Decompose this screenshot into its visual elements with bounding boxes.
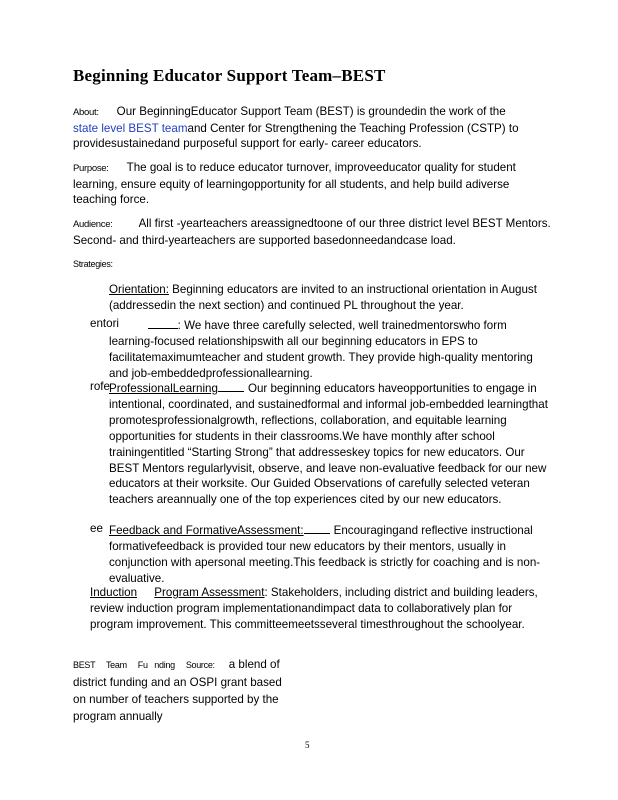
strategy-professional-learning <box>109 379 549 508</box>
mentoring-text: : We have three carefully selected, well trainedmentorswho form learning-focused relationshipswith all our beginning educators in EPS to facilitatemaximumteacher and student growth. They provide high-quality mentoring and job-embeddedprofessionallearning. <box>109 319 533 380</box>
induction-fragment: Induction <box>90 586 138 599</box>
mentoring-fragment: entori <box>90 317 120 330</box>
professional-text: Our beginning educators haveopportunities to engage in intentional, coordinated, and sustainedformal and informal job-embedded learningthat promotesprofessionalgrowth, reflections, collaboration, and equitable learning opportunities for students in their classrooms.We have monthly after school trainingentitled “Starting Strong” that addresseskey topics for new educators. Our BEST Mentors regularlyvisit, observe, and leave non-evaluative feedback for our new educators at their worksite. Our Guided Observations of carefully selected veteran teachers areannually one of the top experiences cited by our new educators. <box>109 382 548 507</box>
feedback-text: Encouragingand reflective instructional formativefeedback is provided tour new educators by their mentors, usually in conjunction with apersonal meeting.This feedback is strictly for coaching and is non-evaluative. <box>109 524 541 585</box>
orientation-heading: Orientation: <box>109 283 169 296</box>
mentoring-underline <box>148 316 178 329</box>
professional-fragment: rofe <box>90 380 110 393</box>
purpose-label: Purpose: <box>73 163 109 174</box>
state-best-team-link[interactable]: state level BEST team <box>73 121 188 135</box>
feedback-underline <box>304 521 330 534</box>
document-title: Beginning Educator Support Team–BEST <box>73 66 386 85</box>
strategies-label: Strategies: <box>73 259 113 269</box>
audience-section <box>73 216 553 248</box>
funding-label: BEST Team Fu nding Source: <box>73 660 215 670</box>
purpose-section <box>73 160 553 208</box>
page-number: 5 <box>305 740 310 750</box>
about-text-1: Our BeginningEducator Support Team (BEST) is groundedin the work of the <box>116 105 506 118</box>
about-label: About: <box>73 107 99 118</box>
about-text-2: and Center for Strengthening the Teaching Profession (CSTP) to providesustainedand purposeful support for early- career educators. <box>73 121 519 150</box>
funding-text: a blend of district funding and an OSPI grant based on number of teachers supported by the program annually <box>73 658 282 723</box>
professional-heading: ProfessionalLearning <box>109 382 218 395</box>
funding-section <box>73 656 283 725</box>
strategy-orientation <box>109 282 549 314</box>
purpose-text: The goal is to reduce educator turnover, improveeducator quality for student learning, ensure equity of learningopportunity for all students, and help build adiverse teaching force. <box>73 161 516 206</box>
induction-heading: Program Assessment <box>154 586 265 599</box>
orientation-text: Beginning educators are invited to an instructional orientation in August (addressedin the next section) and continued PL throughout the year. <box>109 283 537 312</box>
audience-label: Audience: <box>73 219 113 230</box>
feedback-heading: Feedback and FormativeAssessment: <box>109 524 304 537</box>
induction-text: : Stakeholders, including district and building leaders, review induction program implementationandimpact data to collaboratively plan for program improvement. This committeemeetsseveral timesthroughout the schoolyear. <box>90 586 538 631</box>
strategy-mentoring <box>109 316 549 382</box>
audience-text: All first -yearteachers areassignedtoone of our three district level BEST Mentors. Second- and third-yearteachers are supported basedonneedandcase load. <box>73 217 551 247</box>
strategy-feedback <box>109 521 549 587</box>
strategy-induction <box>90 585 549 633</box>
about-section <box>73 104 553 152</box>
feedback-fragment: ee <box>90 522 103 535</box>
professional-underline <box>218 379 244 392</box>
